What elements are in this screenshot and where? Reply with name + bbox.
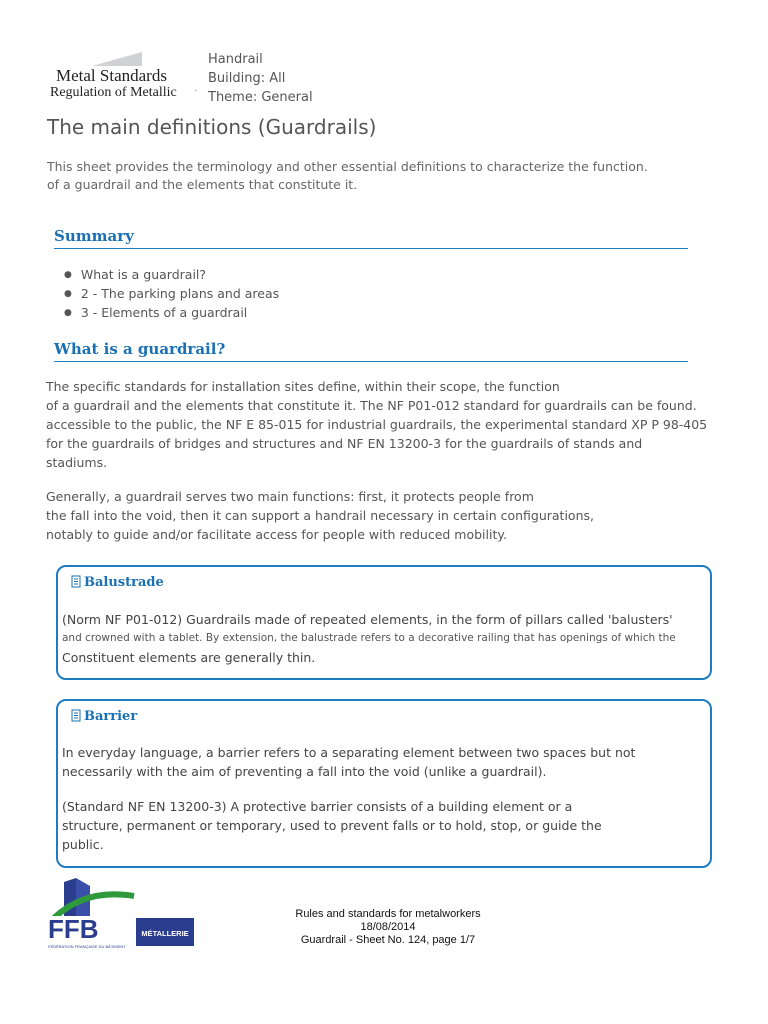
paragraph-line: for the guardrails of bridges and structures and NF EN 13200-3 for the guardrails of stands and [46,436,643,451]
footer-sheet: Guardrail - Sheet No. 124, page 1/7 [300,934,476,946]
meta-theme: Theme: General [208,90,313,105]
ffb-tagline: FÉDÉRATION FRANÇAISE DU BÂTIMENT [48,944,126,949]
summary-item[interactable] [64,265,279,284]
document-list-icon [70,575,82,588]
box-body [62,610,676,667]
intro-paragraph [47,158,687,194]
ffb-letters: FFB [48,914,99,944]
metal-standards-logo [48,52,198,102]
bullet-icon: ● [64,308,72,318]
definition-box-balustrade [56,565,712,680]
logo-dot: · [194,86,198,97]
logo-title: Metal Standards [56,66,167,85]
box-body-1 [62,743,635,781]
box-title [70,575,164,590]
summary-link[interactable]: What is a guardrail? [80,267,207,282]
definition-box-barrier [56,699,712,868]
footer-line: Rules and standards for metalworkers [295,908,481,920]
box-line: necessarily with the aim of preventing a fall into the void (unlike a guardrail). [62,764,547,779]
box-line: structure, permanent or temporary, used to prevent falls or to hold, stop, or guide the [62,818,602,833]
document-meta [208,50,313,107]
meta-building: Building: All [208,71,286,86]
box-line-small: and crowned with a tablet. By extension, the balustrade refers to a decorative railing that has openings of which the [62,632,676,644]
section-heading-what-is-guardrail: What is a guardrail? [54,340,688,362]
summary-link[interactable]: 3 - Elements of a guardrail [80,305,248,320]
bullet-icon: ● [64,289,72,299]
box-line: Constituent elements are generally thin. [62,650,316,665]
summary-item[interactable] [64,284,279,303]
intro-line: of a guardrail and the elements that constitute it. [47,177,358,192]
paragraph-line: notably to guide and/or facilitate access for people with reduced mobility. [46,527,507,542]
paragraph-line: The specific standards for installation sites define, within their scope, the function [46,379,560,394]
box-title-text: Barrier [84,709,138,724]
document-list-icon [70,709,82,722]
guardrail-paragraph-1 [46,377,707,472]
box-line: (Norm NF P01-012) Guardrails made of repeated elements, in the form of pillars called 'balusters' [62,612,673,627]
paragraph-line: stadiums. [46,455,108,470]
summary-link[interactable]: 2 - The parking plans and areas [80,286,280,301]
intro-line: This sheet provides the terminology and other essential definitions to characterize the function. [47,159,648,174]
guardrail-paragraph-2 [46,487,594,544]
logo-subtitle: Regulation of Metallic [50,85,177,100]
meta-category: Handrail [208,52,263,67]
box-title [70,709,137,724]
paragraph-line: of a guardrail and the elements that constitute it. The NF P01-012 standard for guardrails can be found. [46,398,697,413]
box-line: In everyday language, a barrier refers to a separating element between two spaces but not [62,745,636,760]
paragraph-line: the fall into the void, then it can support a handrail necessary in certain configurations, [46,508,594,523]
page-footer [250,908,526,947]
box-title-text: Balustrade [84,575,164,590]
box-line: (Standard NF EN 13200-3) A protective barrier consists of a building element or a [62,799,573,814]
ffb-badge-text: MÉTALLERIE [141,929,189,938]
footer-date: 18/08/2014 [360,921,416,933]
summary-list [64,265,279,322]
page-title: The main definitions (Guardrails) [47,115,377,139]
box-line: public. [62,837,104,852]
summary-heading: Summary [54,227,688,249]
roof-graphic [92,52,142,66]
summary-item[interactable] [64,303,279,322]
ffb-logo [46,878,198,950]
paragraph-line: accessible to the public, the NF E 85-015 for industrial guardrails, the experimental standard XP P 98-405 [46,417,708,432]
box-body-2 [62,797,602,854]
paragraph-line: Generally, a guardrail serves two main functions: first, it protects people from [46,489,534,504]
bullet-icon: ● [64,270,72,280]
